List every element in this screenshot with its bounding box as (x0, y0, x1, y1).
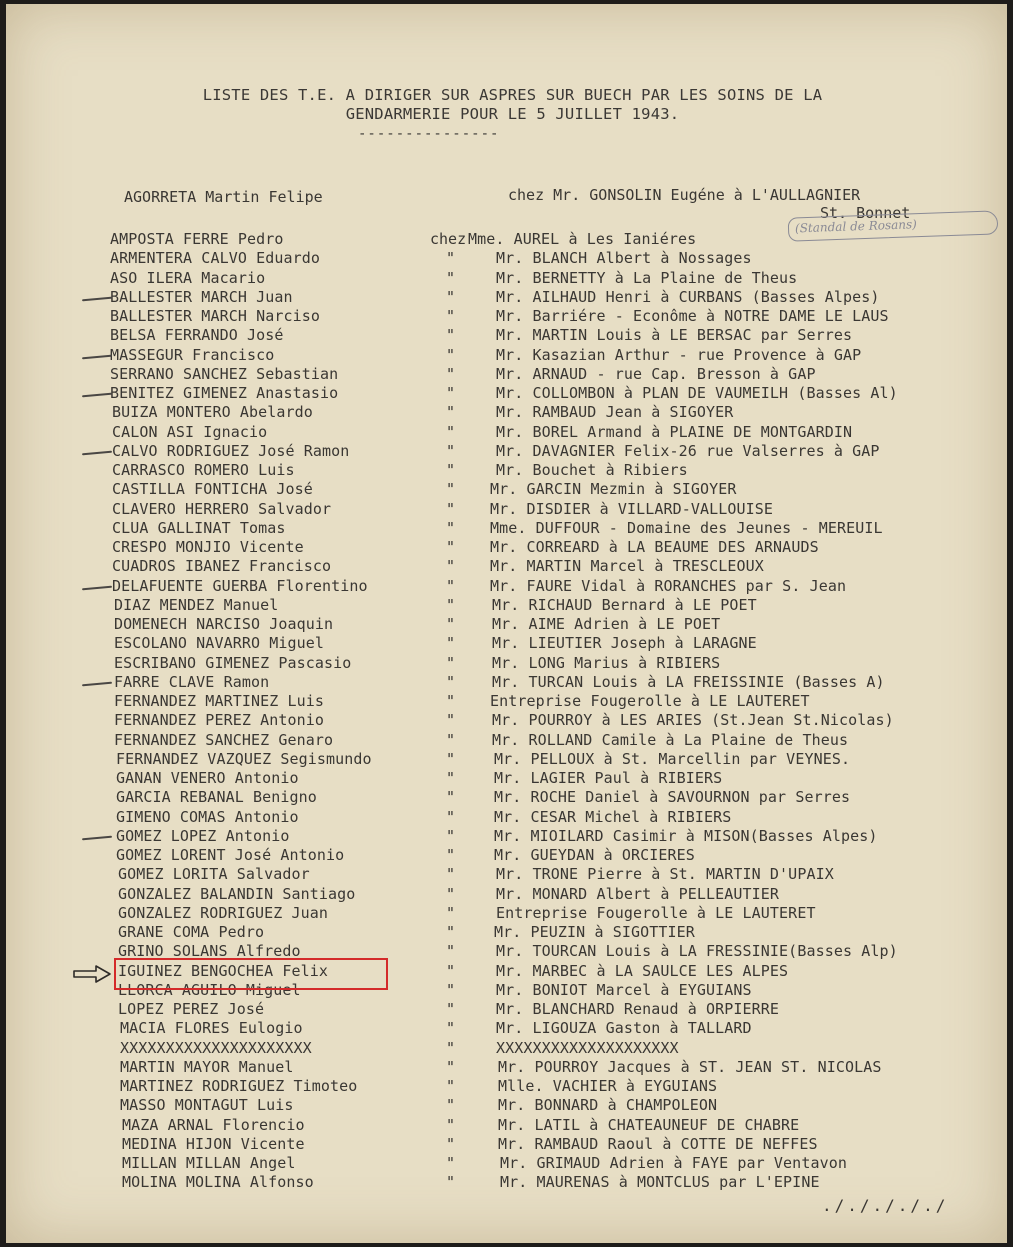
entry-destination: Mr. BONNARD à CHAMPOLEON (498, 1096, 718, 1114)
entry-destination: Mr. PELLOUX à St. Marcellin par VEYNES. (494, 750, 851, 768)
entry-destination: Mr. DISDIER à VILLARD-VALLOUISE (490, 500, 774, 518)
entry-name: MASSEGUR Francisco (110, 346, 275, 364)
first-entry-destination-line2: St. Bonnet (820, 204, 911, 222)
entry-destination: Mr. DAVAGNIER Felix-26 rue Valserres à GAP (496, 442, 880, 460)
entry-destination: Mr. TOURCAN Louis à LA FRESSINIE(Basses Alp) (496, 942, 898, 960)
document-page (6, 4, 1007, 1243)
ditto-mark: " (446, 788, 456, 806)
entry-name: ARMENTERA CALVO Eduardo (110, 249, 321, 267)
entry-destination: Mr. Barriére - Econôme à NOTRE DAME LE LAUS (496, 307, 889, 325)
entry-name: MARTINEZ RODRIGUEZ Timoteo (120, 1077, 358, 1095)
entry-destination: Mr. GUEYDAN à ORCIERES (494, 846, 695, 864)
entry-destination: Mr. MIOILARD Casimir à MISON(Basses Alpes) (494, 827, 878, 845)
ditto-mark: " (446, 1058, 456, 1076)
entry-destination: Mr. MONARD Albert à PELLEAUTIER (496, 885, 780, 903)
entry-destination: Mr. POURROY à LES ARIES (St.Jean St.Nicolas) (492, 711, 894, 729)
entry-name: GARCIA REBANAL Benigno (116, 788, 317, 806)
entry-destination: Mr. COLLOMBON à PLAN DE VAUMEILH (Basses Al) (496, 384, 898, 402)
entry-name: MACIA FLORES Eulogio (120, 1019, 303, 1037)
entry-destination: Mr. MARTIN Marcel à TRESCLEOUX (490, 557, 764, 575)
title-underline: --------------- (358, 126, 500, 142)
ditto-mark: " (446, 1077, 456, 1095)
entry-name: MARTIN MAYOR Manuel (120, 1058, 294, 1076)
entry-name: XXXXXXXXXXXXXXXXXXXXX (120, 1039, 312, 1057)
entry-name: DOMENECH NARCISO Joaquin (114, 615, 334, 633)
entry-name: GOMEZ LORITA Salvador (118, 865, 310, 883)
ditto-mark: " (446, 596, 456, 614)
entry-destination: Mr. AIME Adrien à LE POET (492, 615, 721, 633)
ditto-mark: " (446, 1096, 456, 1114)
ditto-mark: " (446, 1019, 456, 1037)
entry-name: FERNANDEZ SANCHEZ Genaro (114, 731, 334, 749)
entry-destination: Mr. LIEUTIER Joseph à LARAGNE (492, 634, 757, 652)
entry-name: LLORCA AGUILO Miguel (118, 981, 301, 999)
entry-destination: Mr. PEUZIN à SIGOTTIER (494, 923, 695, 941)
entry-name: GONZALEZ RODRIGUEZ Juan (118, 904, 329, 922)
entry-destination: Mr. MARTIN Louis à LE BERSAC par Serres (496, 326, 853, 344)
entry-destination: Mr. CESAR Michel à RIBIERS (494, 808, 732, 826)
pencil-tick-mark (82, 836, 112, 841)
entry-name: BALLESTER MARCH Narciso (110, 307, 321, 325)
ditto-mark: " (446, 461, 456, 479)
ditto-mark: " (446, 326, 456, 344)
entry-name: GOMEZ LORENT José Antonio (116, 846, 345, 864)
pencil-tick-mark (82, 355, 112, 360)
entry-name: ASO ILERA Macario (110, 269, 266, 287)
ditto-mark: " (446, 249, 456, 267)
entry-destination: Mr. TURCAN Louis à LA FREISSINIE (Basses A) (492, 673, 885, 691)
entry-destination: Mr. LATIL à CHATEAUNEUF DE CHABRE (498, 1116, 800, 1134)
entry-name: CALVO RODRIGUEZ José Ramon (112, 442, 350, 460)
entry-name: GONZALEZ BALANDIN Santiago (118, 885, 356, 903)
entry-name: AMPOSTA FERRE Pedro (110, 230, 284, 248)
entry-name: FERNANDEZ MARTINEZ Luis (114, 692, 325, 710)
entry-destination: Mr. LONG Marius à RIBIERS (492, 654, 721, 672)
entry-name: MOLINA MOLINA Alfonso (122, 1173, 314, 1191)
entry-destination: Mr. BONIOT Marcel à EYGUIANS (496, 981, 752, 999)
pencil-annotation: (Standal de Rosans) (788, 210, 999, 241)
entry-destination: Mr. RICHAUD Bernard à LE POET (492, 596, 757, 614)
document-title (6, 86, 1007, 124)
ditto-mark: " (446, 442, 456, 460)
ditto-mark: " (446, 1039, 456, 1057)
ditto-mark: " (446, 673, 456, 691)
closing-marks: ./././././ (822, 1196, 949, 1215)
entry-destination: Mr. AILHAUD Henri à CURBANS (Basses Alpes) (496, 288, 880, 306)
ditto-mark: " (446, 1116, 456, 1134)
ditto-mark: " (446, 519, 456, 537)
entry-destination: Mr. Bouchet à Ribiers (496, 461, 688, 479)
ditto-mark: " (446, 827, 456, 845)
ditto-mark: " (446, 962, 456, 980)
ditto-mark: " (446, 923, 456, 941)
entry-destination: Mme. AUREL à Les Ianiéres (468, 230, 697, 248)
entry-name: FERNANDEZ VAZQUEZ Segismundo (116, 750, 372, 768)
ditto-mark: " (446, 346, 456, 364)
ditto-mark: " (446, 384, 456, 402)
ditto-mark: " (446, 1000, 456, 1018)
ditto-mark: " (446, 423, 456, 441)
ditto-mark: " (446, 288, 456, 306)
entry-name: CLUA GALLINAT Tomas (112, 519, 286, 537)
ditto-mark: " (446, 634, 456, 652)
pencil-tick-mark (82, 451, 112, 456)
entry-destination: Mr. LIGOUZA Gaston à TALLARD (496, 1019, 752, 1037)
entry-destination: Mr. GARCIN Mezmin à SIGOYER (490, 480, 737, 498)
entry-name: BUIZA MONTERO Abelardo (112, 403, 313, 421)
ditto-mark: " (446, 480, 456, 498)
entry-name: IGUINEZ BENGOCHEA Felix (118, 962, 329, 980)
ditto-mark: " (446, 846, 456, 864)
entry-name: DIAZ MENDEZ Manuel (114, 596, 279, 614)
entry-destination: Mme. DUFFOUR - Domaine des Jeunes - MEREUIL (490, 519, 883, 537)
pencil-tick-mark (82, 297, 112, 302)
entry-destination: Mr. MAURENAS à MONTCLUS par L'EPINE (500, 1173, 820, 1191)
entry-name: GRANE COMA Pedro (118, 923, 265, 941)
entry-name: LOPEZ PEREZ José (118, 1000, 265, 1018)
entry-name: CRESPO MONJIO Vicente (112, 538, 304, 556)
entry-name: CUADROS IBANEZ Francisco (112, 557, 332, 575)
pencil-tick-mark (82, 682, 112, 687)
highlight-box (114, 958, 388, 990)
pointer-arrow-icon (72, 964, 112, 984)
entry-name: CLAVERO HERRERO Salvador (112, 500, 332, 518)
entry-name: CASTILLA FONTICHA José (112, 480, 313, 498)
entry-destination: XXXXXXXXXXXXXXXXXXXX (496, 1039, 679, 1057)
entry-destination: Mr. LAGIER Paul à RIBIERS (494, 769, 723, 787)
ditto-mark: " (446, 692, 456, 710)
entry-destination: Mr. MARBEC à LA SAULCE LES ALPES (496, 962, 789, 980)
entry-name: MAZA ARNAL Florencio (122, 1116, 305, 1134)
entry-name: BELSA FERRANDO José (110, 326, 284, 344)
ditto-mark: " (446, 808, 456, 826)
title-line-2: GENDARMERIE POUR LE 5 JUILLET 1943. (345, 105, 680, 123)
entry-name: BENITEZ GIMENEZ Anastasio (110, 384, 339, 402)
ditto-mark: " (446, 307, 456, 325)
entry-destination: Mr. RAMBAUD Jean à SIGOYER (496, 403, 734, 421)
entry-name: FARRE CLAVE Ramon (114, 673, 270, 691)
entry-name: GRINO SOLANS Alfredo (118, 942, 301, 960)
ditto-mark: " (446, 1173, 456, 1191)
entry-name: SERRANO SANCHEZ Sebastian (110, 365, 339, 383)
ditto-mark: " (446, 769, 456, 787)
ditto-mark: " (446, 500, 456, 518)
entry-destination: Mr. CORREARD à LA BEAUME DES ARNAUDS (490, 538, 819, 556)
entry-destination: Mlle. VACHIER à EYGUIANS (498, 1077, 718, 1095)
entry-destination: Mr. BLANCH Albert à Nossages (496, 249, 752, 267)
first-entry-name: AGORRETA Martin Felipe (124, 188, 323, 206)
entry-destination: Mr. ROLLAND Camile à La Plaine de Theus (492, 731, 849, 749)
ditto-mark: " (446, 750, 456, 768)
ditto-mark: " (446, 942, 456, 960)
ditto-mark: " (446, 403, 456, 421)
ditto-mark: " (446, 1154, 456, 1172)
entry-destination: Mr. GRIMAUD Adrien à FAYE par Ventavon (500, 1154, 847, 1172)
entry-destination: Mr. ARNAUD - rue Cap. Bresson à GAP (496, 365, 816, 383)
entry-name: CALON ASI Ignacio (112, 423, 268, 441)
entry-name: MEDINA HIJON Vicente (122, 1135, 305, 1153)
entry-destination: Mr. Kasazian Arthur - rue Provence à GAP (496, 346, 862, 364)
ditto-mark: " (446, 731, 456, 749)
ditto-mark: " (446, 885, 456, 903)
entry-name: FERNANDEZ PEREZ Antonio (114, 711, 325, 729)
ditto-mark: chez (430, 230, 467, 248)
title-line-1: LISTE DES T.E. A DIRIGER SUR ASPRES SUR BUECH PAR LES SOINS DE LA (202, 86, 823, 104)
ditto-mark: " (446, 1135, 456, 1153)
entry-name: GOMEZ LOPEZ Antonio (116, 827, 290, 845)
entry-name: GIMENO COMAS Antonio (116, 808, 299, 826)
entry-name: ESCRIBANO GIMENEZ Pascasio (114, 654, 352, 672)
entry-destination: Entreprise Fougerolle à LE LAUTERET (490, 692, 810, 710)
entry-destination: Mr. ROCHE Daniel à SAVOURNON par Serres (494, 788, 851, 806)
entry-destination: Mr. BLANCHARD Renaud à ORPIERRE (496, 1000, 780, 1018)
entry-destination: Mr. BERNETTY à La Plaine de Theus (496, 269, 798, 287)
ditto-mark: " (446, 269, 456, 287)
entry-name: ESCOLANO NAVARRO Miguel (114, 634, 325, 652)
entry-name: GANAN VENERO Antonio (116, 769, 299, 787)
ditto-mark: " (446, 654, 456, 672)
entry-destination: Mr. POURROY Jacques à ST. JEAN ST. NICOLAS (498, 1058, 882, 1076)
entry-name: CARRASCO ROMERO Luis (112, 461, 295, 479)
ditto-mark: " (446, 557, 456, 575)
ditto-mark: " (446, 904, 456, 922)
ditto-mark: " (446, 711, 456, 729)
entry-destination: Mr. RAMBAUD Raoul à COTTE DE NEFFES (498, 1135, 818, 1153)
first-entry-destination: chez Mr. GONSOLIN Eugéne à L'AULLAGNIER (508, 186, 861, 204)
ditto-mark: " (446, 615, 456, 633)
entry-destination: Entreprise Fougerolle à LE LAUTERET (496, 904, 816, 922)
ditto-mark: " (446, 577, 456, 595)
entry-name: BALLESTER MARCH Juan (110, 288, 293, 306)
entry-name: DELAFUENTE GUERBA Florentino (112, 577, 368, 595)
ditto-mark: " (446, 538, 456, 556)
pencil-tick-mark (82, 586, 112, 591)
ditto-mark: " (446, 981, 456, 999)
entry-destination: Mr. BOREL Armand à PLAINE DE MONTGARDIN (496, 423, 853, 441)
entry-destination: Mr. FAURE Vidal à RORANCHES par S. Jean (490, 577, 847, 595)
entry-name: MILLAN MILLAN Angel (122, 1154, 296, 1172)
pencil-tick-mark (82, 393, 112, 398)
ditto-mark: " (446, 865, 456, 883)
entry-name: MASSO MONTAGUT Luis (120, 1096, 294, 1114)
entry-destination: Mr. TRONE Pierre à St. MARTIN D'UPAIX (496, 865, 834, 883)
ditto-mark: " (446, 365, 456, 383)
